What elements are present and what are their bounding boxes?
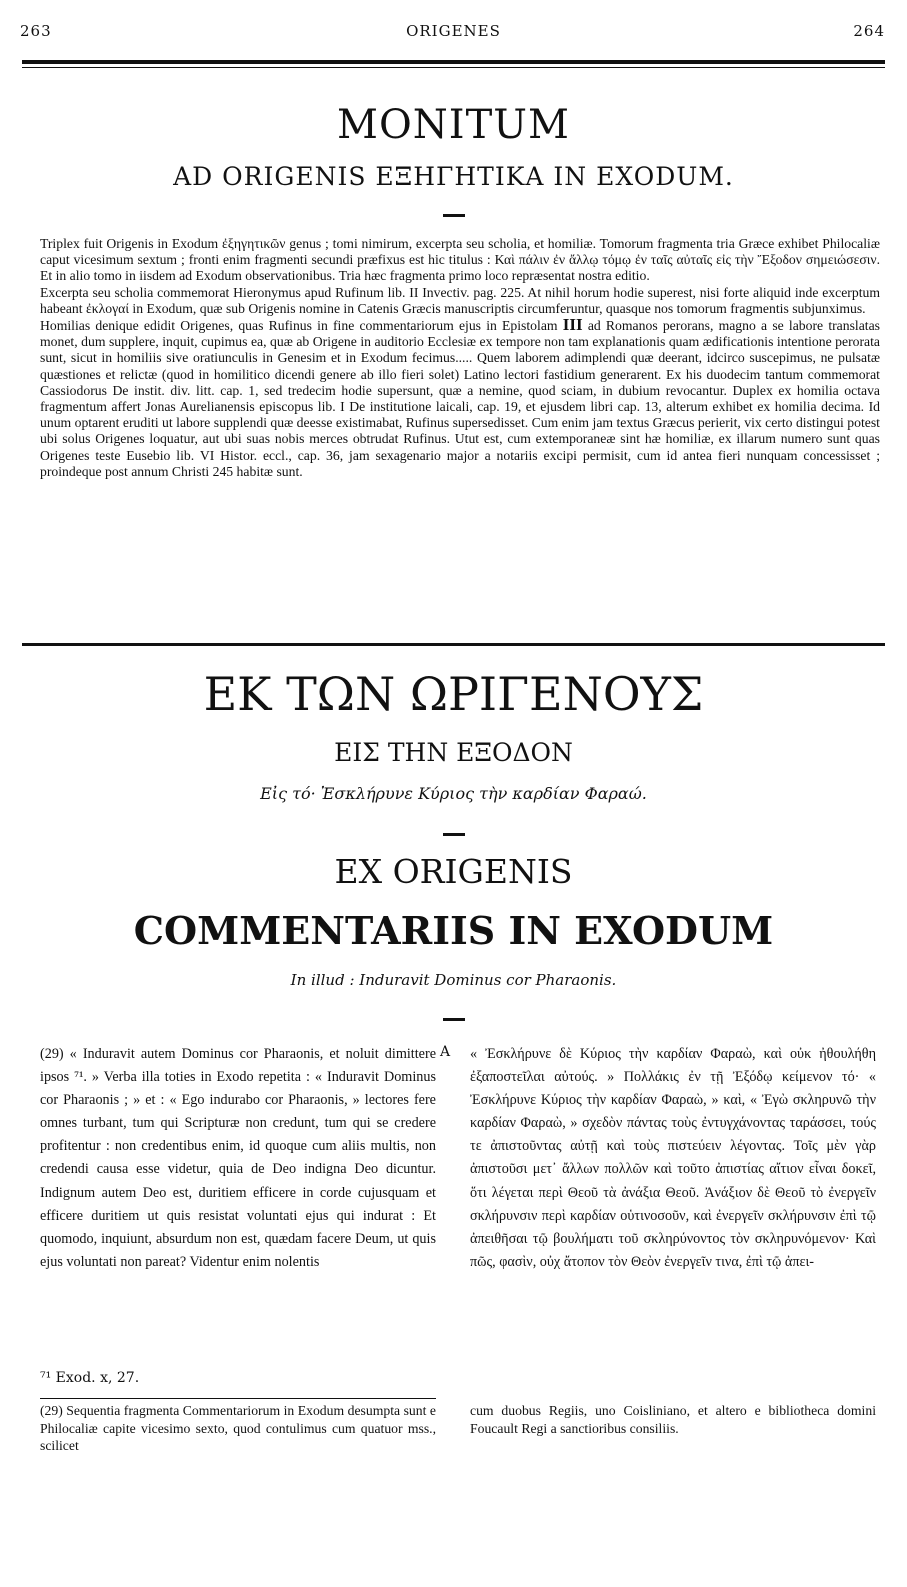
separator-dash [443,214,465,217]
header-rule [22,60,885,64]
monitum-paragraph-3b: ad Romanos perorans, magno a se labore translatas monet, dum supplere, inquit, cupimus ea, quæ ab Origene in auditorio Ecclesiæ ex tempore non tam explanationis quam ædificationis intentione perorata sunt, sicut in homiliis sive oratiunculis in Genesim et in Exodum fecimus..... Quem laborem adimplendi quæ deerant, idcirco suscepimus, ne pulsatæ quæstiones et relictæ (quod in homilitico dicendi genere ab illo fieri solet) Latino lectori fastidium generarent. Ex his duodecim tantum commemorat Cassiodorus De instit. div. litt. cap. 1, sed tredecim hodie supersunt, quæ a nemine, quod sciam, in dubium revocantur. Duplex ex homilia octava fragmentum affert Jonas Aurelianensis episcopus lib. I De institutione laicali, cap. 19, et ejusdem libri cap. 13, alterum exhibet ex homilia decima. Id unum optarent eruditi ut labore supplendi quæ deesse existimabat, Rufinus supersedisset. Cum enim jam textus Græcus perierit, vix certo distingui potest ubi solus Origenes loquatur, aut ubi suas nobis merces obtrudat Rufinus. Utut est, cum extemporaneæ sint hæ homiliæ, ex illarum numero sunt quas Origenes teste Eusebio lib. VI Histor. eccl., cap. 36, jam sexagenario major a notariis excipi permisit, cum id antea fieri nunquam concessisset ; proindeque post annum Christi 245 habitæ sunt. [40,318,881,479]
footnote: ⁷¹ Exod. x, 27. [40,1370,140,1386]
monitum-subtitle: AD ORIGENIS ΕΞΗΓΗΤΙΚΑ IN EXODUM. [173,162,734,191]
note-right-text: cum duobus Regiis, uno Coisliniano, et altero e bibliotheca domini Foucault Regi a sanctioribus consiliis. [470,1403,876,1436]
note-left-text: (29) Sequentia fragmenta Commentariorum in Exodum desumpta sunt e Philocaliæ capite vicesimo sexto, quod contulimus cum quatuor mss., scilicet [40,1403,436,1453]
monitum-body [40,236,880,480]
page-number-left: 263 [20,22,52,40]
latin-column-text: (29) « Induravit autem Dominus cor Pharaonis, et noluit dimittere ipsos ⁷¹. » Verba illa toties in Exodo repetita : « Induravit Dominus cor Pharaonis ; » et : « Ego indurabo cor Pharaonis, » lectores fere omnes turbant, tum qui Scripturæ non credunt, tum qui se credere profitentur : non credentibus enim, id quoque cum aliis multis, non credendi causa esse videtur, quia de Deo indigna Deo dicuntur. Indignum autem Deo est, duritiem efficere in corde cujusquam et efficere duritiem ut quis resistat voluntati ejus qui indurat : Et quomodo, inquiunt, absurdum non est, quædam facere Deum, ut quis ejus voluntati non pareat? Videntur enim nolentis [40,1046,436,1270]
latin-column [40,1043,436,1274]
latin-line: In illud : Induravit Dominus cor Pharaonis. [290,971,617,989]
margin-marker: A [440,1044,451,1060]
running-title: ORIGENES [406,22,501,40]
separator-dash [443,833,465,836]
monitum-paragraph-1: Triplex fuit Origenis in Exodum ἐξηγητικῶν genus ; tomi nimirum, excerpta seu scholia, et homiliæ. Tomorum fragmenta tria Græce exhibet Philocaliæ caput vicesimum sextum ; fronti enim fragmenti secundi præfixus est hic titulus : Καὶ πάλιν ἐν ἄλλῳ τόμῳ ἐν ταῖς αὐταῖς εἰς τὴν Ἔξοδον σημειώσεσιν. Et in alio tomo in iisdem ad Exodum observationibus. Tria hæc fragmenta primo loco repræsentat nostra editio. [40,236,880,284]
monitum-title: MONITUM [337,102,570,148]
greek-column-text: « Ἐσκλήρυνε δὲ Κύριος τὴν καρδίαν Φαραὼ, καὶ οὐκ ἠθουλήθη ἐξαποστεῖλαι αὐτούς. » Πολλάκις ἐν τῇ Ἐξόδῳ κείμενον τό· « Ἐσκλήρυνε Κύριος τὴν καρδίαν Φαραὼ, » καὶ, « Ἐγὼ σκληρυνῶ τὴν καρδίαν Φαραὼ, » σχεδὸν πάντας τοὺς ἐντυγχάνοντας ταράσσει, τούς τε ἀπιστοῦντας αὐτῇ καὶ τοὺς πιστεύειν λέγοντας. Τοῖς μὲν γὰρ ἀπιστοῦσι μετ᾽ ἄλλων πολλῶν καὶ τοῦτο ἀπιστίας αἴτιον εἶναι δοκεῖ, ὅτι λέγεται περὶ Θεοῦ τὰ ἀνάξια Θεοῦ. Ἀνάξιον δὲ Θεοῦ τὸ ἐνεργεῖν σκλήρυνσιν περὶ καρδίαν οὑτινοσοῦν, καὶ ἐνεργεῖν σκλήρυνσιν ἐπὶ τῷ ἀπειθῆσαι τῷ βουλήματι τοῦ σκληρύνοντος τὸν σκληρυνόμενον· Καὶ πῶς, φασὶν, οὐχ ἄτοπον τὸν Θεὸν ἐνεργεῖν τινα, ἐπὶ τῷ ἀπει- [470,1046,876,1270]
greek-line: Εἰς τό· Ἐσκλήρυνε Κύριος τὴν καρδίαν Φαραώ. [260,784,647,803]
greek-column [470,1043,876,1274]
latin-title-2: COMMENTARIIS IN EXODUM [133,908,774,953]
monitum-paragraph-3a: Homilias denique edidit Origenes, quas Rufinus in fine commentariorum ejus in Epistolam [40,318,558,334]
note-right [470,1402,876,1437]
header-rule-thin [22,67,885,68]
greek-subtitle: ΕΙΣ ΤΗΝ ΕΞΟΔΟΝ [334,738,573,767]
monitum-paragraph-2: Excerpta seu scholia commemorat Hieronymus apud Rufinum lib. II Invectiv. pag. 225. At nihil horum hodie superest, nisi forte aliquid inde excerptum habeant ἐκλογαί in Exodum, quæ sub Origenis nomine in Catenis Græcis manuscriptis circumferuntur, quasque nos tomorum fragmentis subjunximus. [40,284,880,316]
note-left [40,1402,436,1455]
epistle-number: III [562,315,583,335]
notes-rule [40,1398,436,1399]
latin-title-1: EX ORIGENIS [334,852,573,891]
monitum-paragraph-3 [40,317,880,480]
greek-title: ΕΚ ΤΩΝ ΩΡΙΓΕΝΟΥΣ [203,667,704,721]
separator-dash [443,1018,465,1021]
page-number-right: 264 [853,22,885,40]
section-rule [22,643,885,646]
